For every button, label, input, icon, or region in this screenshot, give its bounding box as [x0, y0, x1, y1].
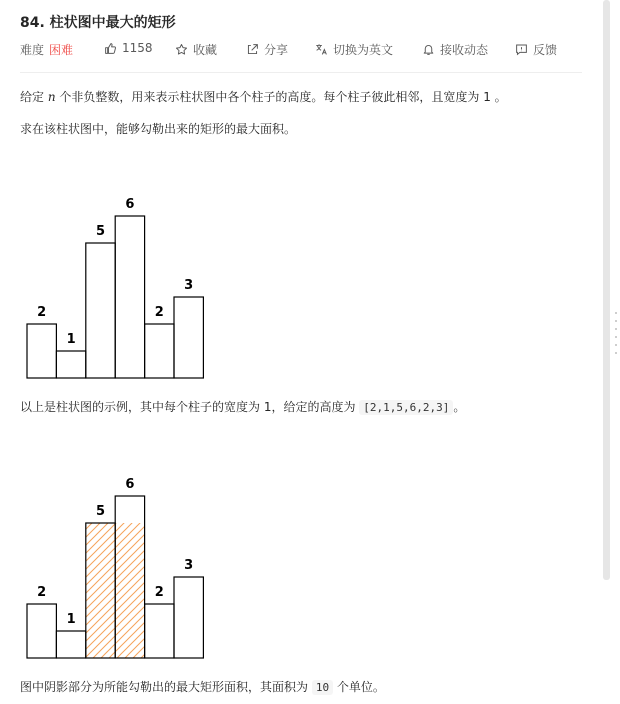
desc-p1-start: 给定: [20, 90, 48, 104]
difficulty-value: 困难: [49, 43, 74, 57]
subscribe-button[interactable]: [422, 41, 488, 58]
feedback-label: 反馈: [533, 43, 558, 57]
bar-label-3: 5: [95, 224, 106, 239]
description-paragraph-3: [20, 398, 465, 415]
bar-label-3: 5: [95, 504, 106, 519]
histogram-chart-max-area: [0, 455, 240, 665]
bar-label-4: 6: [125, 197, 135, 212]
share-button[interactable]: [246, 41, 288, 58]
switch-language-button[interactable]: [315, 41, 393, 58]
thumb-up-icon: [104, 42, 117, 55]
description-paragraph-4: [20, 678, 385, 695]
desc-p3-start: 以上是柱状图的示例，其中每个柱子的宽度为 1，给定的高度为: [20, 400, 360, 414]
bar-5: [145, 604, 174, 658]
bar-label-1: 2: [37, 305, 47, 320]
area-code: 10: [312, 680, 333, 695]
desc-p4-start: 图中阴影部分为所能勾勒出的最大矩形面积，其面积为: [20, 680, 312, 694]
heights-code: [2,1,5,6,2,3]: [359, 400, 453, 415]
desc-p1-end: 个非负整数，用来表示柱状图中各个柱子的高度。每个柱子彼此相邻，且宽度为 1 。: [55, 90, 507, 104]
share-label: 分享: [264, 43, 289, 57]
favorite-label: 收藏: [193, 43, 218, 57]
description-paragraph-2: 求在该柱状图中，能够勾勒出来的矩形的最大面积。: [20, 122, 297, 136]
header-divider: [20, 72, 582, 73]
bar-6: [174, 297, 203, 378]
resize-handle[interactable]: [614, 312, 618, 358]
bar-label-2: 1: [66, 612, 76, 627]
difficulty-label: 难度: [20, 43, 45, 57]
bar-label-5: 2: [154, 585, 164, 600]
feedback-button[interactable]: [515, 41, 557, 58]
difficulty: [20, 41, 73, 58]
subscribe-label: 接收动态: [440, 43, 489, 57]
bar-2: [56, 351, 85, 378]
desc-p3-end: 。: [453, 400, 466, 414]
bar-5: [145, 324, 174, 378]
bar-2: [56, 631, 85, 658]
switch-language-label: 切换为英文: [333, 43, 394, 57]
bar-label-6: 3: [184, 278, 194, 293]
bar-6: [174, 577, 203, 658]
bar-1: [27, 604, 56, 658]
share-icon: [246, 43, 259, 56]
translate-icon: [315, 43, 328, 56]
bar-label-1: 2: [37, 585, 47, 600]
bar-3: [86, 243, 115, 378]
bar-label-6: 3: [184, 558, 194, 573]
bar-1: [27, 324, 56, 378]
bar-label-2: 1: [66, 332, 76, 347]
desc-p4-end: 个单位。: [333, 680, 385, 694]
like-button[interactable]: [104, 41, 153, 55]
desc-p1-n: n: [47, 90, 56, 104]
like-count: 1158: [122, 41, 153, 55]
scrollbar[interactable]: [603, 0, 610, 580]
bar-4: [115, 216, 144, 378]
bell-icon: [422, 43, 435, 56]
star-icon: [175, 43, 188, 56]
description-paragraph-1: [20, 88, 507, 105]
bar-label-5: 2: [154, 305, 164, 320]
problem-title: 84. 柱状图中最大的矩形: [20, 15, 176, 31]
feedback-icon: [515, 43, 528, 56]
histogram-chart-example: [0, 175, 240, 385]
favorite-button[interactable]: [175, 41, 217, 58]
bar-label-4: 6: [125, 477, 135, 492]
